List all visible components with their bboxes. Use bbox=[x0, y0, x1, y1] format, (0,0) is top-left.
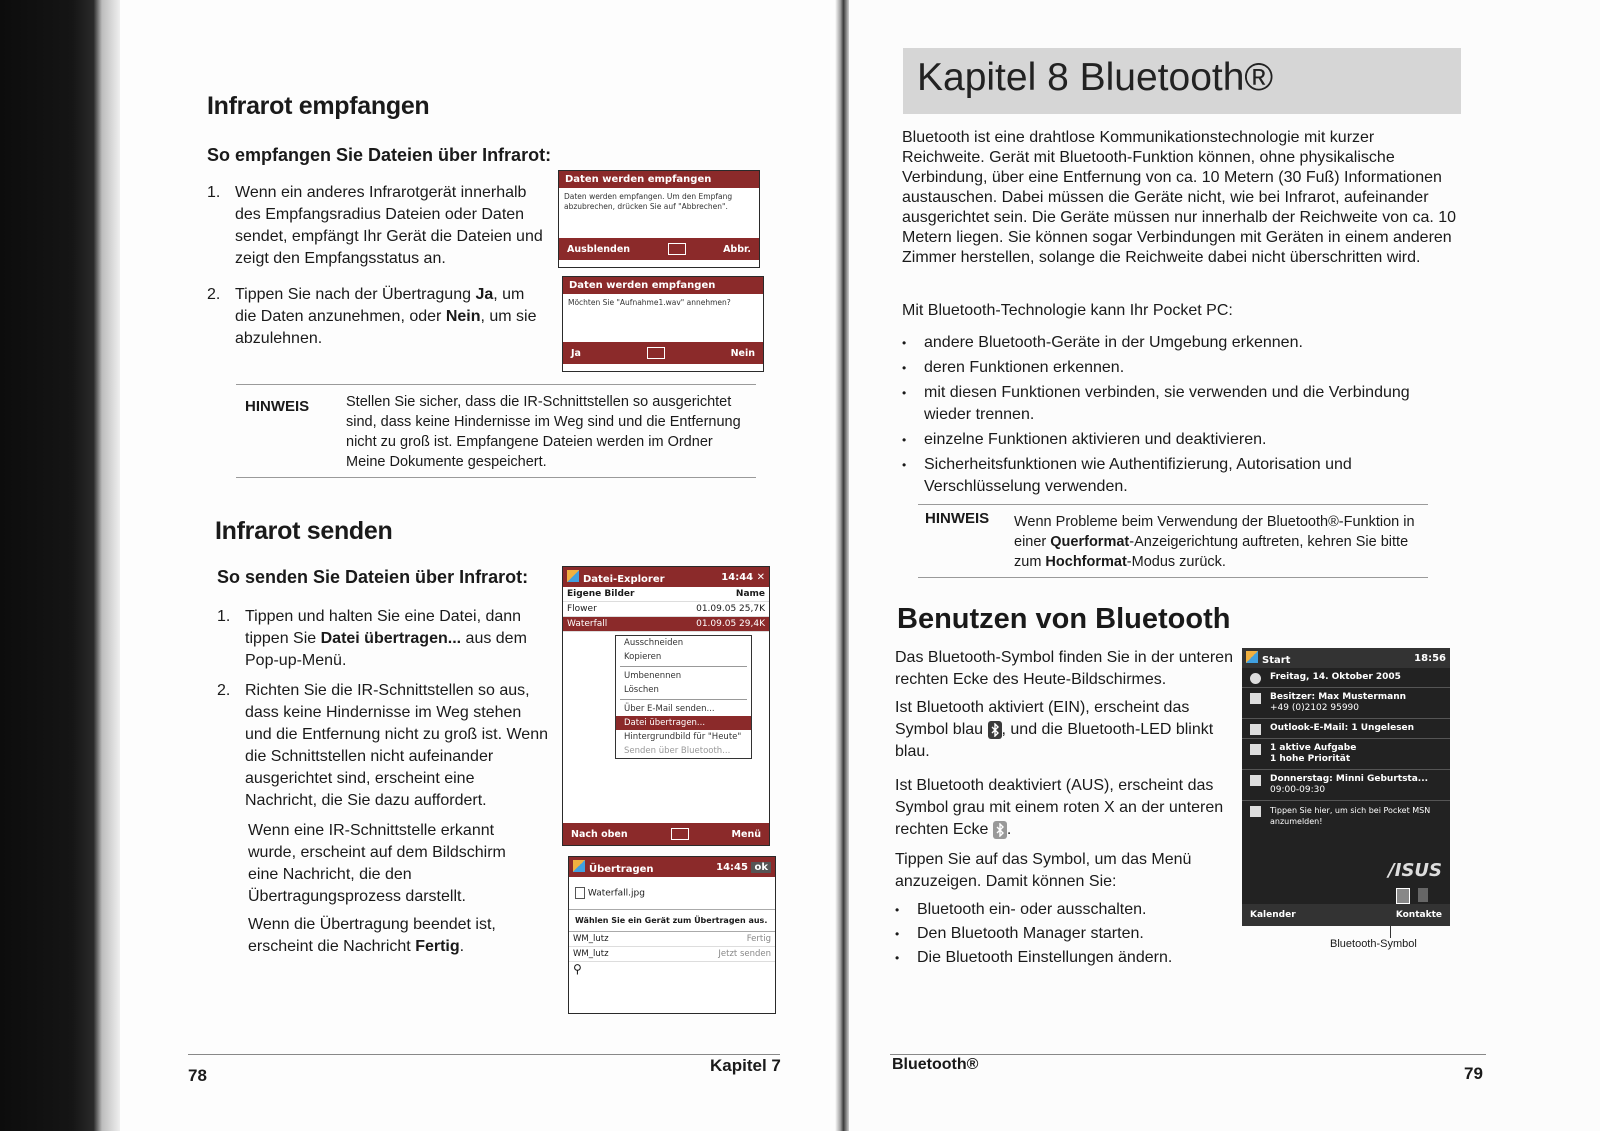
beam-prompt: Wählen Sie ein Gerät zum Übertragen aus. bbox=[569, 910, 775, 932]
chapter-footer-right: Bluetooth® bbox=[892, 1056, 979, 1073]
dialog-body: Daten werden empfangen. Um den Empfang abzubrechen, drücken Sie auf "Abbrechen". bbox=[564, 192, 733, 211]
today-msn[interactable]: Tippen Sie hier, um sich bei Pocket MSN anzumelden! bbox=[1242, 801, 1450, 831]
keyboard-icon[interactable] bbox=[668, 243, 686, 255]
file-row[interactable]: Flower 01.09.05 25,7K bbox=[563, 602, 769, 617]
start-title[interactable]: Start bbox=[1262, 654, 1291, 666]
ok-button[interactable]: ok bbox=[751, 862, 771, 873]
receiving-dialog bbox=[558, 170, 760, 268]
explorer-title: Datei-Explorer bbox=[583, 573, 665, 585]
paragraph-tap-symbol: Tippen Sie auf das Symbol, um das Menü anzuzeigen. Damit können Sie: bbox=[895, 851, 1192, 890]
list-item: • andere Bluetooth-Geräte in der Umgebung erkennen. bbox=[902, 334, 1303, 351]
no-button[interactable]: Nein bbox=[730, 347, 755, 359]
folder-dropdown[interactable]: Eigene Bilder bbox=[567, 589, 635, 599]
subheading-send: So senden Sie Dateien über Infrarot: bbox=[217, 567, 529, 587]
file-explorer-screen bbox=[562, 566, 770, 846]
dialog-softkey-bar bbox=[559, 238, 759, 260]
capabilities-list bbox=[902, 332, 1452, 498]
clock-icon bbox=[1250, 673, 1261, 684]
clock: 14:44 bbox=[721, 571, 754, 583]
today-date[interactable]: Freitag, 14. Oktober 2005 bbox=[1242, 668, 1450, 688]
send-finished-paragraph: Wenn die Übertragung beendet ist, erscheint die Nachricht Fertig. bbox=[248, 916, 496, 955]
menu-item-beam-file[interactable]: Datei übertragen... bbox=[616, 716, 751, 730]
calendar-button[interactable]: Kalender bbox=[1250, 910, 1296, 920]
receive-step-1: 1. Wenn ein anderes Infrarotgerät innerhalb des Empfangsradius Dateien oder Daten sendet, empfängt Ihr Gerät die Dateien und zeigt den Empfangsstatus an. bbox=[207, 184, 543, 267]
send-step-2: 2. Richten Sie die IR-Schnittstellen so aus, dass keine Hindernisse im Weg stehen und die Entfernung nicht zu groß ist. Wenn die Schnittstellen nicht aufeinander ausgerichtet sind, erscheint eine Nachricht, die Sie dazu auffordert. bbox=[217, 682, 548, 809]
close-icon[interactable]: ✕ bbox=[756, 571, 765, 583]
dialog-body: Möchten Sie "Aufnahme1.wav" annehmen? bbox=[568, 298, 731, 307]
device-row[interactable]: WM_lutz Jetzt senden bbox=[569, 947, 775, 962]
section-heading-using-bluetooth: Benutzen von Bluetooth bbox=[897, 603, 1231, 635]
asus-logo: /ISUS bbox=[1388, 860, 1442, 881]
menu-item-email[interactable]: Über E-Mail senden... bbox=[624, 704, 715, 714]
menu-item-delete[interactable]: Löschen bbox=[624, 685, 659, 695]
beam-file: Waterfall.jpg bbox=[569, 877, 775, 910]
explorer-title-bar bbox=[563, 567, 769, 587]
yes-button[interactable]: Ja bbox=[571, 347, 581, 359]
up-button[interactable]: Nach oben bbox=[571, 828, 628, 840]
explorer-softkey-bar bbox=[563, 823, 769, 845]
keyboard-icon[interactable] bbox=[671, 828, 689, 840]
start-logo-icon[interactable] bbox=[567, 570, 579, 582]
menu-options-list bbox=[895, 899, 1235, 969]
note-text: Wenn Probleme beim Verwendung der Bluetooth®-Funktion in einer Querformat-Anzeigerichtung auftreten, kehren Sie bitte zum Hochformat-Modus zurück. bbox=[1014, 514, 1415, 570]
dialog-title: Daten werden empfangen bbox=[559, 171, 759, 188]
bluetooth-tray-icon[interactable] bbox=[1396, 888, 1410, 904]
send-steps bbox=[217, 606, 549, 812]
owner-icon bbox=[1250, 693, 1261, 704]
menu-button[interactable]: Menü bbox=[731, 828, 761, 840]
paragraph-symbol-location: Das Bluetooth-Symbol finden Sie in der unteren rechten Ecke des Heute-Bildschirmes. bbox=[895, 649, 1233, 688]
today-mail[interactable]: Outlook-E-Mail: 1 Ungelesen bbox=[1242, 719, 1450, 739]
menu-item-rename[interactable]: Umbenennen bbox=[624, 671, 682, 681]
footer-rule-left bbox=[188, 1054, 780, 1055]
today-screen bbox=[1242, 648, 1450, 926]
list-item: • mit diesen Funktionen verbinden, sie verwenden und die Verbindung wieder trennen. bbox=[902, 384, 1410, 423]
start-logo-icon[interactable] bbox=[573, 860, 585, 872]
list-item: • deren Funktionen erkennen. bbox=[902, 359, 1125, 376]
menu-item-cut[interactable]: Ausschneiden bbox=[624, 638, 684, 648]
list-item: • Sicherheitsfunktionen wie Authentifizierung, Autorisation und Verschlüsselung verwenden. bbox=[902, 456, 1352, 495]
context-menu bbox=[615, 635, 752, 759]
page-number-79: 79 bbox=[1464, 1064, 1483, 1083]
clock: 18:56 bbox=[1414, 652, 1446, 664]
book-spine bbox=[0, 0, 120, 1131]
receive-steps bbox=[207, 182, 547, 350]
accept-dialog bbox=[562, 276, 764, 372]
tasks-icon bbox=[1250, 744, 1261, 755]
signal-icon bbox=[1418, 888, 1428, 902]
search-icon[interactable]: ⚲ bbox=[573, 962, 582, 976]
note-text: Stellen Sie sicher, dass die IR-Schnittstellen so ausgerichtet sind, dass keine Hindernisse im Weg sind und die Entfernung nicht zu groß ist. Empfangene Dateien werden im Ordner Meine Dokumente gespeichert. bbox=[346, 394, 741, 470]
sort-dropdown[interactable]: Name bbox=[735, 589, 765, 599]
book-gutter bbox=[835, 0, 849, 1131]
list-item: • Den Bluetooth Manager starten. bbox=[895, 925, 1144, 942]
explorer-folder-row bbox=[563, 587, 769, 602]
menu-item-copy[interactable]: Kopieren bbox=[624, 652, 662, 662]
today-owner[interactable]: Besitzer: Max Mustermann +49 (0)2102 95990 bbox=[1242, 688, 1450, 719]
mail-icon bbox=[1250, 724, 1261, 735]
paragraph-bt-on: Ist Bluetooth aktiviert (EIN), erscheint das Symbol blau , und die Bluetooth-LED blinkt blau. bbox=[895, 699, 1214, 760]
beam-title-bar bbox=[569, 857, 775, 877]
bluetooth-off-icon bbox=[993, 821, 1007, 839]
cancel-button[interactable]: Abbr. bbox=[723, 243, 751, 255]
list-item: • einzelne Funktionen aktivieren und deaktivieren. bbox=[902, 431, 1267, 448]
paragraph-bt-off: Ist Bluetooth deaktiviert (AUS), erscheint das Symbol grau mit einem roten X an der unteren rechten Ecke . bbox=[895, 777, 1224, 838]
bluetooth-symbol-caption: Bluetooth-Symbol bbox=[1330, 938, 1417, 950]
footer-rule-right bbox=[890, 1054, 1486, 1055]
menu-item-bluetooth[interactable]: Senden über Bluetooth... bbox=[624, 746, 731, 756]
dialog-softkey-bar bbox=[563, 342, 763, 364]
note-label: HINWEIS bbox=[245, 398, 310, 415]
today-softkey-bar bbox=[1242, 904, 1450, 926]
beam-screen bbox=[568, 856, 776, 1014]
clock: 14:45 bbox=[716, 861, 748, 873]
dialog-title: Daten werden empfangen bbox=[563, 277, 763, 294]
send-detected-paragraph: Wenn eine IR-Schnittstelle erkannt wurde, erscheint auf dem Bildschirm eine Nachricht, die den Übertragungsprozess darstellt. bbox=[248, 822, 506, 905]
section-heading-infrared-receive: Infrarot empfangen bbox=[207, 92, 430, 120]
bluetooth-on-icon bbox=[988, 721, 1002, 739]
list-item: • Bluetooth ein- oder ausschalten. bbox=[895, 901, 1147, 918]
receive-step-2: 2. Tippen Sie nach der Übertragung Ja, um die Daten anzunehmen, oder Nein, um sie abzulehnen. bbox=[207, 286, 537, 347]
bluetooth-intro: Bluetooth ist eine drahtlose Kommunikationstechnologie mit kurzer Reichweite. Gerät mit Bluetooth-Funktion können, ohne physikalische Verbindung, über eine Entfernung von ca. 10 Metern (30 Fuß) Informationen austauschen. Dabei müssen die Geräte nicht, wie bei Infrarot, aufeinander ausgerichtet sein. Die Geräte müssen nur innerhalb der Reichweite von ca. 10 Metern liegen. Sie können sogar Verbindungen mit Geräten in einem anderen Zimmer herstellen, solange die Reichweite dabei nicht überschritten wird. bbox=[902, 129, 1457, 266]
today-appointment[interactable]: Donnerstag: Minni Geburtsta... 09:00-09:30 bbox=[1242, 770, 1450, 801]
device-row[interactable]: WM_lutz Fertig bbox=[569, 932, 775, 947]
callout-line bbox=[1390, 906, 1391, 938]
section-heading-infrared-send: Infrarot senden bbox=[215, 517, 393, 545]
chapter-footer-left: Kapitel 7 bbox=[710, 1056, 781, 1075]
subheading-receive: So empfangen Sie Dateien über Infrarot: bbox=[207, 145, 552, 165]
contacts-button[interactable]: Kontakte bbox=[1395, 910, 1442, 920]
note-label: HINWEIS bbox=[925, 510, 990, 527]
list-item: • Die Bluetooth Einstellungen ändern. bbox=[895, 949, 1173, 966]
msn-icon bbox=[1250, 806, 1261, 817]
file-row-selected[interactable]: Waterfall 01.09.05 29,4K bbox=[563, 617, 769, 632]
today-tasks[interactable]: 1 aktive Aufgabe 1 hohe Priorität bbox=[1242, 739, 1450, 770]
capabilities-intro: Mit Bluetooth-Technologie kann Ihr Pocket PC: bbox=[902, 302, 1233, 319]
page-number-78: 78 bbox=[188, 1066, 207, 1085]
keyboard-icon[interactable] bbox=[647, 347, 665, 359]
send-step-1: 1. Tippen und halten Sie eine Datei, dann tippen Sie Datei übertragen... aus dem Pop-up-Menü. bbox=[217, 608, 527, 669]
beam-title: Übertragen bbox=[589, 863, 654, 875]
hide-button[interactable]: Ausblenden bbox=[567, 243, 631, 255]
start-logo-icon[interactable] bbox=[1246, 651, 1258, 663]
calendar-icon bbox=[1250, 775, 1261, 786]
chapter-title: Kapitel 8 Bluetooth® bbox=[917, 56, 1274, 99]
file-icon bbox=[575, 887, 585, 899]
today-title-bar bbox=[1242, 648, 1450, 668]
menu-item-wallpaper[interactable]: Hintergrundbild für "Heute" bbox=[624, 732, 742, 742]
